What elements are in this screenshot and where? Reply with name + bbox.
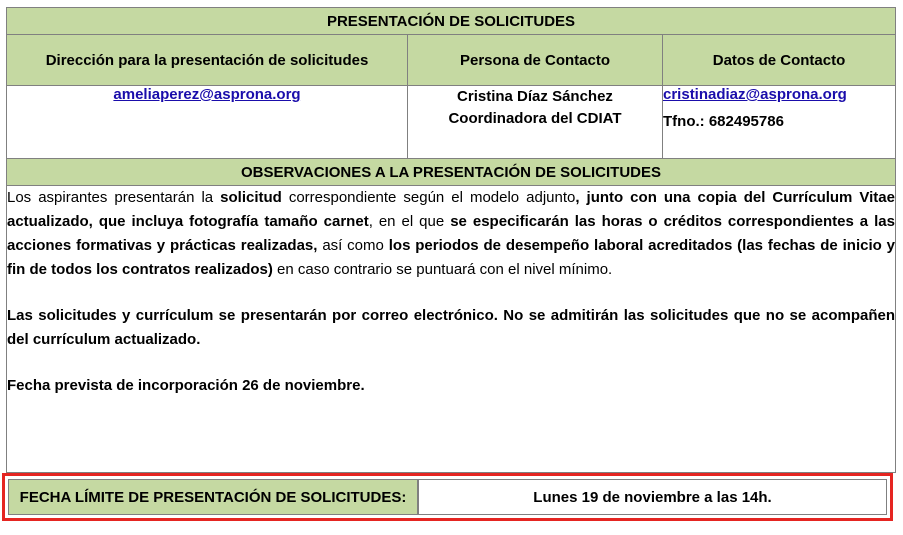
observations-body: [7, 186, 896, 473]
phone-number: 682495786: [708, 113, 784, 130]
deadline-value: Lunes 19 de noviembre a las 14h.: [418, 479, 887, 515]
phone-label: Tfno.:: [663, 113, 705, 130]
column-header-data: Datos de Contacto: [663, 35, 896, 86]
column-header-person: Persona de Contacto: [408, 35, 663, 86]
contact-person-name: Cristina Díaz Sánchez: [457, 88, 613, 105]
observations-title: OBSERVACIONES A LA PRESENTACIÓN DE SOLICITUDES: [7, 159, 896, 186]
submission-email-link[interactable]: ameliaperez@asprona.org: [113, 86, 301, 103]
contact-data-cell: [663, 86, 896, 159]
solicitudes-table: [6, 7, 896, 473]
address-cell: [7, 86, 408, 159]
contact-email-link[interactable]: cristinadiaz@asprona.org: [663, 86, 847, 103]
deadline-box: [2, 473, 893, 521]
observations-paragraph-2: Las solicitudes y currículum se presentarán por correo electrónico. No se admitirán las solicitudes que no se acompañen del currículum actualizado.: [7, 307, 895, 348]
section-title: PRESENTACIÓN DE SOLICITUDES: [7, 8, 896, 35]
contact-person-role: Coordinadora del CDIAT: [448, 110, 622, 127]
observations-paragraph-1: Los aspirantes presentarán la solicitud correspondiente según el modelo adjunto, junto con una copia del Currículum Vitae actualizado, que incluya fotografía tamaño carnet, en el que se especificarán las horas o créditos correspondientes a las acciones formativas y prácticas realizadas, así como los periodos de desempeño laboral acreditados (las fechas de inicio y fin de todos los contratos realizados) en caso contrario se puntuará con el nivel mínimo.: [7, 189, 895, 278]
observations-paragraph-3: Fecha prevista de incorporación 26 de noviembre.: [7, 377, 365, 394]
person-cell: [408, 86, 663, 159]
deadline-label: FECHA LÍMITE DE PRESENTACIÓN DE SOLICITUDES:: [8, 479, 418, 515]
column-header-address: Dirección para la presentación de solicitudes: [7, 35, 408, 86]
